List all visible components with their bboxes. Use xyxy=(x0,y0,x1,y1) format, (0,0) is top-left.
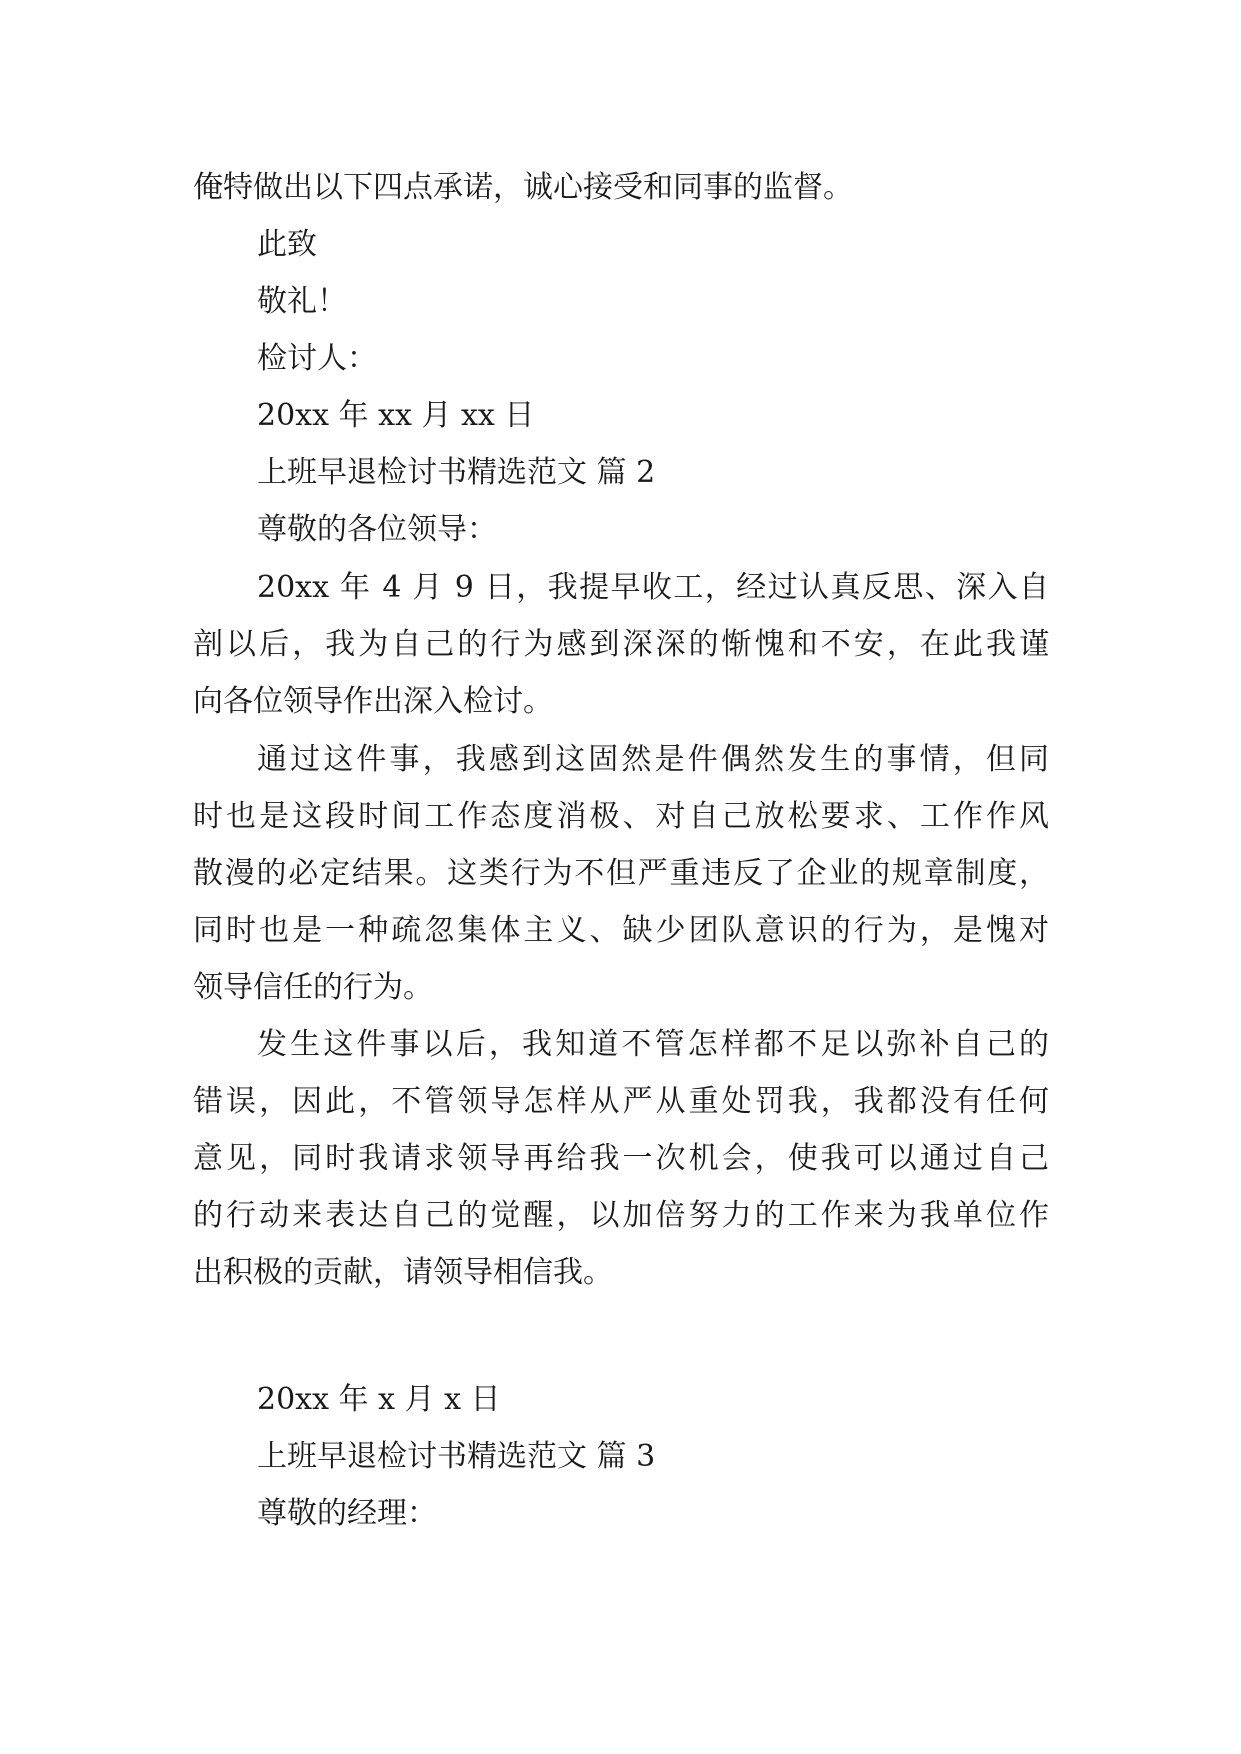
paragraph-line: 通过这件事，我感到这固然是件偶然发生的事情，但同 xyxy=(257,742,1049,777)
text-line-date-2: 20xx 年 x 月 x 日 xyxy=(257,1382,501,1417)
section-heading-2: 上班早退检讨书精选范文 篇 2 xyxy=(257,455,656,490)
paragraph-line: 错误，因此，不管领导怎样从严从重处罚我，我都没有任何 xyxy=(193,1084,1049,1119)
text-line-salutation: 此致 xyxy=(257,227,317,262)
paragraph-line: 发生这件事以后，我知道不管怎样都不足以弥补自己的 xyxy=(257,1027,1049,1062)
paragraph-line: 的行动来表达自己的觉醒，以加倍努力的工作来为我单位作 xyxy=(193,1198,1049,1233)
text-line-greeting-3: 尊敬的经理： xyxy=(257,1496,437,1531)
text-line-date: 20xx 年 xx 月 xx 日 xyxy=(257,398,535,433)
text-line-commitment: 俺特做出以下四点承诺，诚心接受和同事的监督。 xyxy=(193,170,853,205)
section-heading-3: 上班早退检讨书精选范文 篇 3 xyxy=(257,1439,656,1474)
paragraph-line: 意见，同时我请求领导再给我一次机会，使我可以通过自己 xyxy=(193,1141,1049,1176)
paragraph-line: 剖以后，我为自己的行为感到深深的惭愧和不安，在此我谨 xyxy=(193,627,1049,662)
paragraph-line: 散漫的必定结果。这类行为不但严重违反了企业的规章制度， xyxy=(193,856,1049,891)
text-line-signer: 检讨人： xyxy=(257,341,377,376)
text-line-greeting: 尊敬的各位领导： xyxy=(257,512,497,547)
paragraph-line: 20xx 年 4 月 9 日，我提早收工，经过认真反思、深入自 xyxy=(257,570,1049,605)
text-line-regards: 敬礼！ xyxy=(257,284,347,319)
paragraph-line: 同时也是一种疏忽集体主义、缺少团队意识的行为，是愧对 xyxy=(193,913,1049,948)
paragraph-line: 向各位领导作出深入检讨。 xyxy=(193,684,553,719)
paragraph-line: 出积极的贡献，请领导相信我。 xyxy=(193,1255,613,1290)
paragraph-line: 领导信任的行为。 xyxy=(193,970,433,1005)
paragraph-line: 时也是这段时间工作态度消极、对自己放松要求、工作作风 xyxy=(193,799,1049,834)
